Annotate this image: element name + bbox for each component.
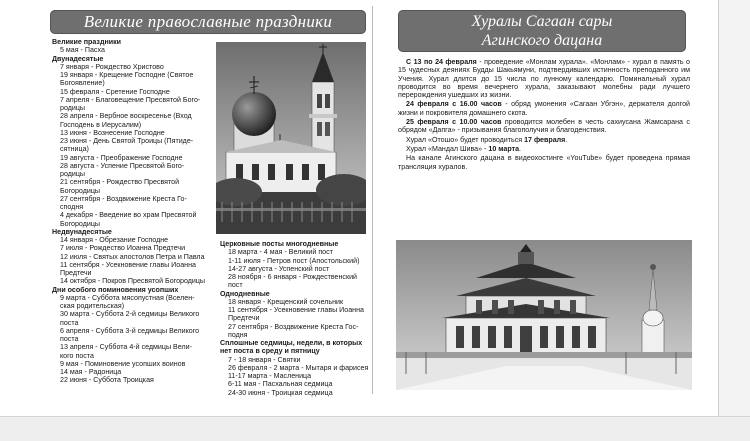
paragraph-jamsaran — [398, 118, 690, 135]
fast-line: 7 - 18 января - Святки — [228, 355, 301, 364]
paragraph-monlam — [398, 58, 690, 99]
text-mandal-shiva: Хурал «Мандал Шива» - — [406, 144, 489, 153]
holiday-line: сятница) — [60, 145, 89, 154]
datsan-illustration — [396, 240, 692, 390]
holiday-heading: Дни особого поминовения усопших — [52, 285, 179, 294]
fast-line: 11-17 марта - Масленица — [228, 372, 312, 380]
holiday-line: 7 июля - Рождество Иоанна Предтечи — [60, 244, 186, 253]
holiday-line: поста — [60, 335, 79, 343]
holiday-line: 9 марта - Суббота мясопустная (Вселен- — [60, 293, 195, 302]
holiday-line: 27 сентября - Воздвижение Креста Го- — [60, 194, 187, 203]
fast-heading: нет поста в среду и пятницу — [220, 347, 320, 356]
paragraph-sagaan-ubgen — [398, 100, 690, 117]
fast-line: 26 февраля - 2 марта - Мытаря и фарисея — [228, 363, 369, 372]
text-otosho: Хурал «Отошо» будет проводиться — [406, 135, 525, 144]
fast-line: подня — [228, 330, 248, 339]
fast-line: 14-27 августа - Успенский пост — [228, 264, 330, 273]
holiday-line: сподня — [60, 203, 84, 211]
holiday-line: 21 сентября - Рождество Пресвятой Богородицы — [60, 178, 180, 195]
holiday-line: Господень в Иерусалим) — [60, 120, 142, 129]
fast-line: 24-30 июня - Троицкая седмица — [228, 388, 333, 397]
holidays-column-1 — [52, 38, 214, 385]
paragraph-youtube — [398, 154, 690, 171]
holiday-line: 30 марта - Суббота 2-й седмицы Великого — [60, 310, 200, 319]
holiday-line: Богоявление) — [60, 79, 105, 88]
holiday-heading: Недвунадесятые — [52, 227, 112, 236]
holiday-line: 11 сентября - Усекновение главы Иоанна — [60, 260, 196, 269]
holiday-line: 14 октября - Покров Пресвятой Богородицы — [60, 277, 206, 286]
date-monlam: С 13 по 24 февраля — [406, 58, 477, 66]
fast-heading: Сплошные седмицы, недели, в которых — [220, 339, 363, 347]
text-youtube: На канале Агинского дацана в видеохостинге «YouTube» будет проведена прямая трансляция хуралов. — [398, 154, 690, 171]
holiday-line: кого поста — [60, 351, 94, 360]
text-monlam: - проведение «Монлам хурала». «Монлам» - хурал в память о 15 чудесных деяниях Будды Шакьямуни, подтвердивших истинность преподанного им Учения. Хурал длится до 15 числа по лунному календарю. Поминальный хурал проводится во время вечернего хурала, заказывают молебны ради лучшего перерождения ушедших из жизни. — [398, 58, 690, 100]
holiday-line: 23 июня - День Святой Троицы (Пятиде- — [60, 137, 194, 145]
holiday-line: 5 мая - Пасха — [60, 46, 105, 55]
fast-line: 27 сентября - Воздвижение Креста Гос- — [228, 322, 359, 331]
holiday-line: 22 июня - Суббота Троицкая — [60, 376, 154, 385]
holiday-line: 9 мая - Поминовение усопших воинов — [60, 359, 186, 368]
holiday-line: родицы — [60, 104, 85, 112]
paragraph-mandal-shiva: Хурал «Мандал Шива» - 10 марта. — [406, 144, 521, 153]
holiday-heading: Двунадесятые — [52, 54, 104, 63]
holiday-line: поста — [60, 318, 79, 327]
holiday-line: Богородицы — [60, 219, 100, 228]
date-jamsaran: 25 февраля с 10.00 часов — [406, 118, 502, 127]
fast-line: 28 ноября - 6 января - Рождественский пост — [228, 273, 357, 290]
fast-line: 11 сентября - Усекновение главы Иоанна — [228, 306, 364, 314]
text-jamsaran: проводится молебен в честь сахиусана Жамсарана с обрядом «Дапга» - призывания благополучия и благоденствия. — [398, 118, 690, 135]
holiday-line: 28 апреля - Вербное воскресенье (Вход — [60, 112, 192, 121]
text-sagaan-ubgen: - обряд умонения «Сагаан Убгэн», держателя долгой жизни и покровителя домашнего скота. — [398, 100, 690, 117]
holiday-line: 4 декабря - Введение во храм Пресвятой — [60, 211, 197, 220]
banner-line-1: Хуралы Сагаан сары — [471, 13, 613, 30]
date-mandal-shiva: 10 марта — [488, 144, 520, 153]
fast-heading: Церковные посты многодневные — [220, 240, 339, 248]
holiday-line: 14 января - Обрезание Господне — [60, 236, 169, 244]
fast-heading: Однодневные — [220, 289, 270, 298]
holiday-line: 14 мая - Радоница — [60, 368, 122, 376]
fast-line: Предтечи — [228, 314, 260, 323]
khural-schedule-text — [398, 58, 690, 172]
holiday-line: 6 апреля - Суббота 3-й седмицы Великого — [60, 326, 200, 335]
holiday-line: 7 января - Рождество Христово — [60, 62, 164, 71]
holiday-heading: Великие праздники — [52, 38, 121, 46]
church-photo — [216, 42, 366, 234]
holiday-line: родицы — [60, 170, 85, 178]
fasts-column — [220, 240, 370, 397]
holiday-line: 15 февраля - Сретение Господне — [60, 87, 170, 96]
page-title: Великие православные праздники — [50, 10, 366, 34]
holiday-line: 19 января - Крещение Господне (Святое — [60, 71, 194, 79]
page-datsan-khurals — [392, 6, 694, 394]
holiday-line: 12 июля - Святых апостолов Петра и Павла — [60, 252, 205, 261]
holiday-line: Предтечи — [60, 269, 92, 277]
paragraph-otosho: Хурал «Отошо» будет проводиться 17 февраля. — [406, 135, 568, 144]
holiday-line: 13 апреля - Суббота 4-й седмицы Вели- — [60, 343, 192, 352]
viewer-right-margin — [718, 0, 750, 440]
holiday-line: 7 апреля - Благовещение Пресвятой Бого- — [60, 95, 201, 104]
holiday-line: 28 августа - Успение Пресвятой Бого- — [60, 161, 185, 170]
fast-line: 18 января - Крещенский сочельник — [228, 297, 344, 306]
datsan-photo — [396, 240, 692, 390]
holiday-line: 19 августа - Преображение Господне — [60, 153, 183, 162]
date-otosho: 17 февраля — [524, 135, 566, 144]
date-sagaan-ubgen: 24 февраля с 16.00 часов — [406, 100, 502, 109]
viewer-bottom-bar — [0, 416, 750, 441]
fast-line: 1-11 июля - Петров пост (Апостольский) — [228, 256, 360, 265]
fast-line: 18 марта - 4 мая - Великий пост — [228, 248, 333, 257]
holiday-line: ская родительская) — [60, 302, 125, 310]
page-orthodox-holidays — [44, 6, 373, 397]
page-title-khurals — [398, 10, 686, 52]
church-illustration — [216, 42, 366, 234]
fast-line: 6-11 мая - Пасхальная седмица — [228, 380, 333, 389]
holiday-line: 13 июня - Вознесение Господне — [60, 128, 165, 137]
banner-line-2: Агинского дацана — [481, 32, 603, 49]
